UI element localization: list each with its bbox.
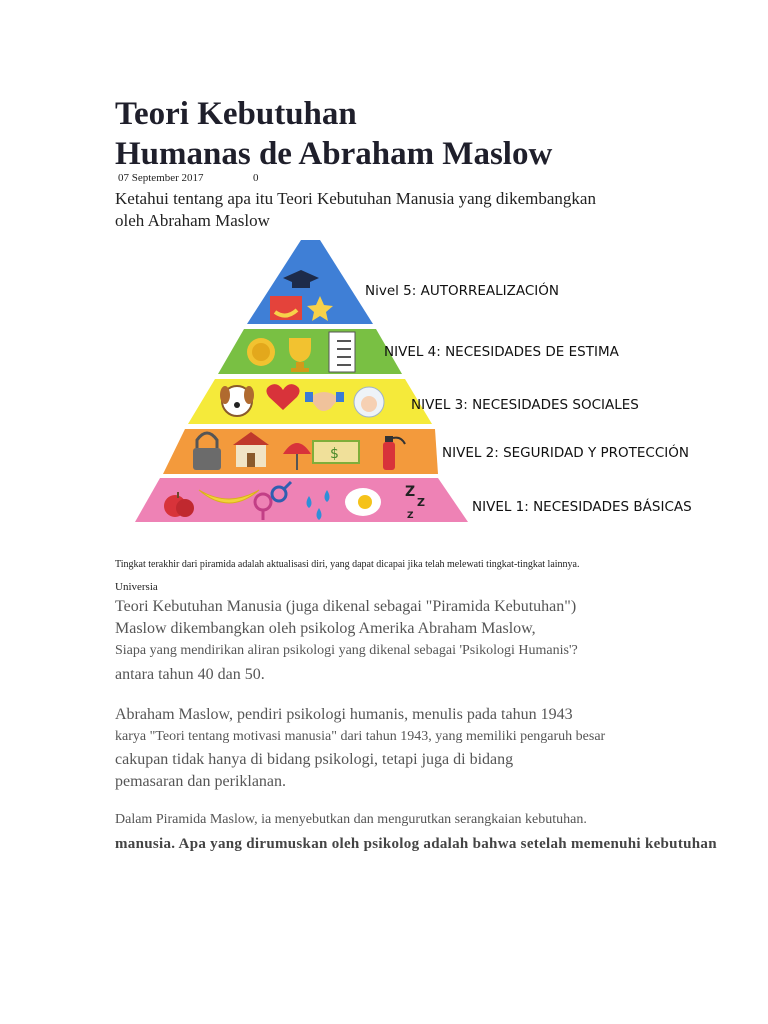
paragraph-1-line-2: Maslow dikembangkan oleh psikolog Amerika Abraham Maslow, bbox=[115, 620, 536, 637]
money-icon bbox=[313, 441, 359, 463]
paragraph-3-line-1: Dalam Piramida Maslow, ia menyebutkan dan mengurutkan serangkaian kebutuhan. bbox=[115, 812, 587, 827]
image-caption: Tingkat terakhir dari piramida adalah aktualisasi diri, yang dapat dicapai jika telah melewati tingkat-tingkat lainnya. bbox=[115, 559, 580, 570]
paragraph-2-line-4: pemasaran dan periklanan. bbox=[115, 773, 287, 790]
svg-text:Z: Z bbox=[417, 496, 425, 509]
svg-text:$: $ bbox=[330, 446, 339, 462]
pyramid-level-1-label: NIVEL 1: NECESIDADES BÁSICAS bbox=[472, 499, 692, 515]
title-line-1: Teori Kebutuhan bbox=[115, 96, 357, 132]
fried-egg-icon bbox=[345, 488, 381, 516]
paragraph-2-line-2: karya "Teori tentang motivasi manusia" dari tahun 1943, yang memiliki pengaruh besar bbox=[115, 729, 606, 744]
paragraph-1-line-3: Siapa yang mendirikan aliran psikologi yang dikenal sebagai 'Psikologi Humanis'? bbox=[115, 643, 578, 658]
paragraph-2-line-1: Abraham Maslow, pendiri psikologi humanis, menulis pada tahun 1943 bbox=[115, 706, 573, 723]
pyramid-level-4-label: NIVEL 4: NECESIDADES DE ESTIMA bbox=[384, 344, 619, 360]
maslow-pyramid-image bbox=[133, 240, 703, 525]
dog-icon bbox=[220, 386, 254, 416]
pyramid-level-5-label: Nivel 5: AUTORREALIZACIÓN bbox=[365, 283, 560, 299]
svg-text:Z: Z bbox=[407, 511, 414, 521]
svg-text:Z: Z bbox=[405, 484, 416, 500]
checklist-icon bbox=[329, 332, 355, 372]
pyramid-level-3-label: NIVEL 3: NECESIDADES SOCIALES bbox=[411, 397, 639, 413]
pyramid-level-2-label: NIVEL 2: SEGURIDAD Y PROTECCIÓN bbox=[442, 445, 689, 461]
coin-icon bbox=[247, 338, 275, 366]
comment-count[interactable]: 0 bbox=[253, 172, 259, 184]
baby-icon bbox=[354, 387, 384, 417]
article-intro: Ketahui tentang apa itu Teori Kebutuhan Manusia yang dikembangkan oleh Abraham Maslow bbox=[115, 189, 596, 230]
painting-icon bbox=[270, 296, 302, 320]
publish-date: 07 September 2017 bbox=[118, 172, 204, 184]
article-meta bbox=[118, 172, 259, 184]
article-title bbox=[115, 94, 552, 174]
image-source: Universia bbox=[115, 581, 158, 593]
paragraph-1-line-4: antara tahun 40 dan 50. bbox=[115, 666, 265, 683]
paragraph-3-line-2: manusia. Apa yang dirumuskan oleh psikolog adalah bahwa setelah memenuhi kebutuhan bbox=[115, 836, 717, 852]
paragraph-1-line-1: Teori Kebutuhan Manusia (juga dikenal sebagai "Piramida Kebutuhan") bbox=[115, 598, 577, 615]
title-line-2: Humanas de Abraham Maslow bbox=[115, 136, 553, 172]
paragraph-2-line-3: cakupan tidak hanya di bidang psikologi, tetapi juga di bidang bbox=[115, 751, 514, 768]
